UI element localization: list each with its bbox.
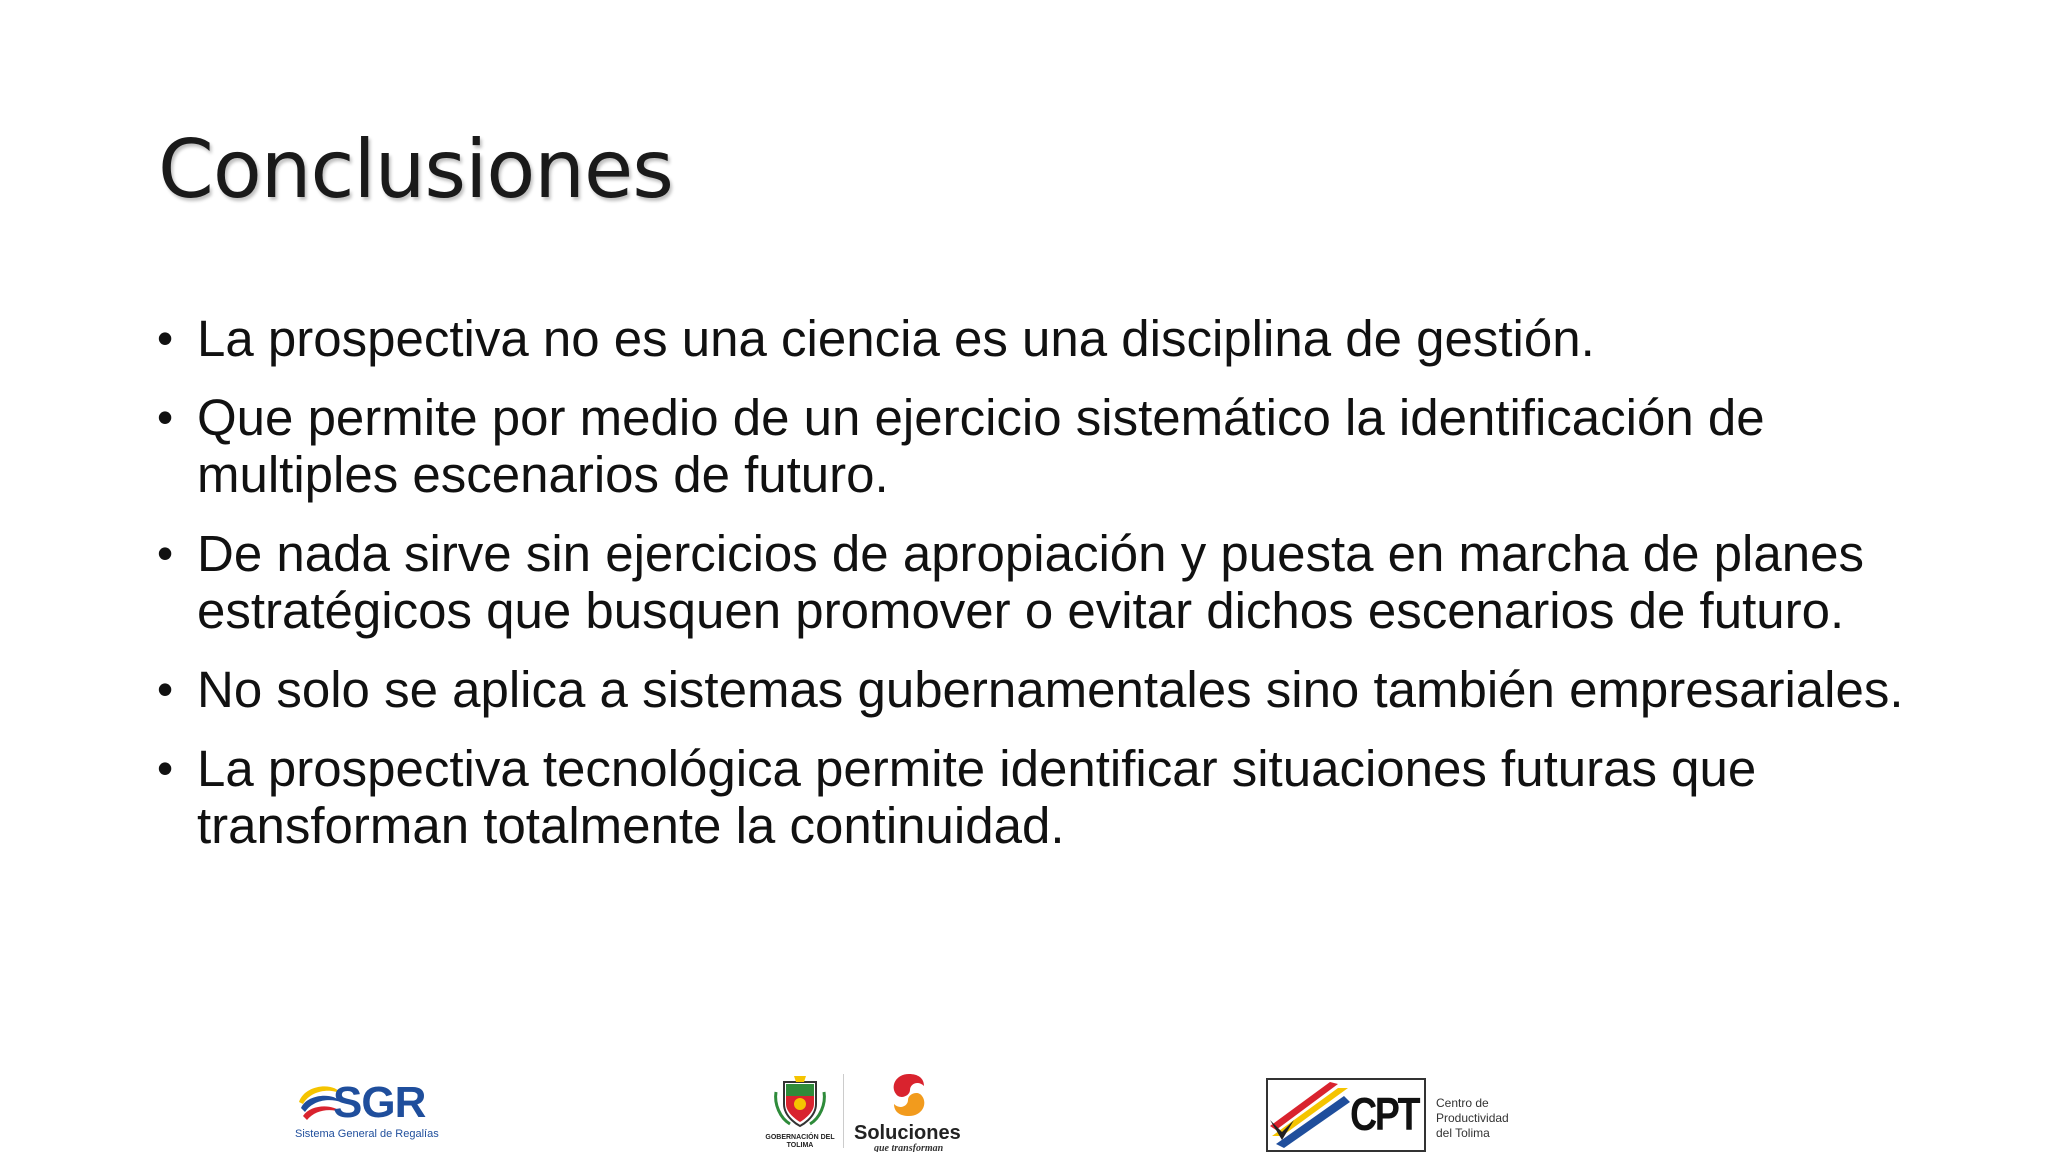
soluciones-swirl-icon — [884, 1070, 934, 1120]
bullet-marker: • — [157, 527, 174, 579]
sgr-logo — [295, 1080, 455, 1150]
bullet-marker: • — [157, 742, 174, 794]
cpt-caption — [1436, 1096, 1556, 1141]
cpt-caption-line: Centro de — [1436, 1096, 1489, 1110]
bullet-text: De nada sirve sin ejercicios de apropiación y puesta en marcha de planes estratégicos que busquen promover o evitar dichos escenarios de futuro. — [197, 525, 1864, 639]
cpt-caption-line: Productividad — [1436, 1111, 1509, 1125]
logo-divider — [843, 1074, 844, 1148]
footer-logos — [0, 1060, 2048, 1152]
bullet-marker: • — [157, 391, 174, 443]
bullet-text: Que permite por medio de un ejercicio sistemático la identificación de multiples escenarios de futuro. — [197, 389, 1765, 503]
bullet-text: La prospectiva no es una ciencia es una disciplina de gestión. — [197, 310, 1595, 367]
gobernacion-logo — [765, 1074, 835, 1152]
cpt-flag-stripes-icon — [1268, 1080, 1352, 1150]
cpt-wordmark: CPT — [1350, 1088, 1419, 1140]
bullet-list — [155, 310, 1915, 876]
sgr-wordmark: SGR — [333, 1078, 426, 1127]
gobernacion-caption: GOBERNACIÓN DEL TOLIMA — [765, 1134, 835, 1149]
bullet-marker: • — [157, 312, 174, 364]
bullet-item — [155, 661, 1915, 718]
bullet-item — [155, 525, 1915, 639]
bullet-item — [155, 740, 1915, 854]
bullet-text: No solo se aplica a sistemas gubernamentales sino también empresariales. — [197, 661, 1904, 718]
soluciones-tagline: que transforman — [874, 1143, 944, 1152]
slide-title: Conclusiones — [158, 123, 673, 216]
coat-of-arms-icon — [770, 1074, 830, 1132]
soluciones-wordmark: Soluciones — [854, 1122, 961, 1144]
bullet-item — [155, 310, 1915, 367]
bullet-item — [155, 389, 1915, 503]
cpt-logo — [1266, 1078, 1426, 1152]
soluciones-logo — [854, 1070, 974, 1152]
sgr-subtitle: Sistema General de Regalías — [295, 1128, 439, 1140]
bullet-text: La prospectiva tecnológica permite identificar situaciones futuras que transforman totalmente la continuidad. — [197, 740, 1757, 854]
cpt-caption-line: del Tolima — [1436, 1126, 1490, 1140]
bullet-marker: • — [157, 663, 174, 715]
